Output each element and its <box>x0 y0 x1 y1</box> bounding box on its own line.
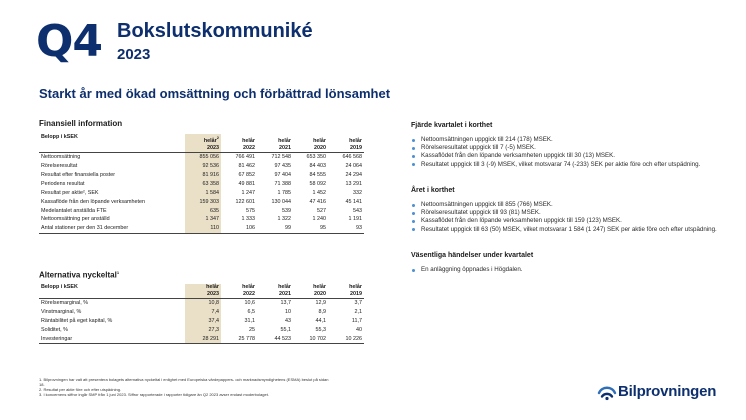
table-cell: 159 303 <box>185 197 221 206</box>
table-row <box>39 197 364 206</box>
column-header <box>185 284 221 299</box>
column-top: helår <box>278 284 291 290</box>
row-label: Antal stationer per den 31 december <box>39 224 185 233</box>
list-item: Resultatet uppgick till 3 (-9) MSEK, vilket motsvarar 74 (-233) SEK per aktie före och efter utspädning. <box>411 161 731 169</box>
table-cell: 10 <box>285 309 291 316</box>
row-label: Soliditet, % <box>41 327 68 334</box>
table-cell: 97 404 <box>274 172 291 179</box>
financial-table <box>39 134 364 234</box>
logo-text: Bilprovningen <box>618 382 717 400</box>
table-cell: 332 <box>353 189 362 196</box>
column-header <box>185 134 221 152</box>
table-cell: 543 <box>353 207 362 214</box>
column-top: helår <box>349 284 362 290</box>
table-cell: 24 064 <box>345 163 362 170</box>
quarter-summary-heading: Fjärde kvartalet i korthet <box>411 122 493 129</box>
year-summary-heading: Året i korthet <box>411 187 455 194</box>
table-cell: 81 462 <box>238 163 255 170</box>
row-label: Vinstmarginal, % <box>41 309 82 316</box>
table-row <box>39 299 364 308</box>
list-item: Kassaflödet från den löpande verksamheten uppgick till 159 (123) MSEK. <box>411 217 731 225</box>
table-cell: 122 601 <box>235 198 255 205</box>
table-cell: 99 <box>257 224 293 233</box>
column-top: helår <box>203 137 217 144</box>
table-cell: 45 141 <box>345 198 362 205</box>
table-cell: 92 536 <box>185 162 221 171</box>
row-label: Medelantalet anställda FTE <box>41 207 107 214</box>
row-label: Rörelseresultat <box>41 163 78 170</box>
row-label: Rörelsemarginal, % <box>39 299 185 308</box>
column-year: 2020 <box>314 144 326 151</box>
column-year: 2023 <box>207 291 219 297</box>
table-cell: 40 <box>356 327 362 334</box>
table-cell: 1 240 <box>312 216 326 223</box>
logo-mark-icon <box>596 381 618 401</box>
column-header <box>293 284 328 299</box>
table-cell: 106 <box>221 224 257 233</box>
column-year: 2023 <box>207 144 219 151</box>
column-header <box>257 284 293 299</box>
row-label: Periodens resultat <box>41 180 85 187</box>
bilprovningen-logo <box>596 380 716 402</box>
table-cell: 24 294 <box>345 172 362 179</box>
table-cell: 10 226 <box>328 335 364 344</box>
table-cell: 653 350 <box>293 152 328 161</box>
row-label: Resultat efter finansiella poster <box>41 172 116 179</box>
alt-kpi-title-sup: 1 <box>116 270 120 275</box>
table-header-row <box>39 134 364 152</box>
table-row <box>39 179 364 188</box>
table-cell: 1 322 <box>277 216 291 223</box>
table-cell: 44,1 <box>315 318 326 325</box>
column-label: Belopp i kSEK <box>41 284 78 290</box>
list-item: En anläggning öppnades i Högdalen. <box>411 266 731 274</box>
column-year: 2021 <box>279 291 291 297</box>
table-row <box>39 215 364 224</box>
table-row <box>39 162 364 171</box>
table-cell: 1 347 <box>185 215 221 224</box>
table-cell: 6,5 <box>247 309 255 316</box>
events-list <box>411 266 731 274</box>
document-title: Bokslutskommuniké <box>117 20 313 42</box>
table-cell: 28 291 <box>185 335 221 344</box>
financial-info-title: Finansiell information <box>39 119 123 128</box>
alt-kpi-table <box>39 284 364 344</box>
table-cell: 539 <box>282 207 291 214</box>
alt-kpi-title <box>39 270 119 280</box>
table-cell: 31,1 <box>244 318 255 325</box>
table-cell: 7,4 <box>185 308 221 317</box>
column-header <box>328 134 364 152</box>
row-label: Resultat per aktie², SEK <box>41 189 99 196</box>
alt-kpi-title-text: Alternativa nyckeltal <box>39 270 117 280</box>
table-row <box>39 308 364 317</box>
table-cell: 27,3 <box>185 326 221 335</box>
table-cell: 10,8 <box>185 299 221 308</box>
brand-q4: Q4 <box>36 16 103 67</box>
table-header-row <box>39 284 364 299</box>
list-item: Rörelseresultatet uppgick till 7 (-5) MSEK. <box>411 144 731 152</box>
footnotes <box>39 377 329 397</box>
table-cell: 12,9 <box>293 299 328 308</box>
column-year: 2021 <box>279 144 291 151</box>
column-top: helår <box>349 137 362 144</box>
footnote: 1. Bilprovningen har valt att presentera bolagets alternativa nyckeltal i enlighet med Europeiska värdepappers- och marknadsmyndighetens (ESMA) beslut på sidan 18. <box>39 377 329 387</box>
table-row <box>39 317 364 326</box>
table-cell: 55,3 <box>315 327 326 334</box>
column-year: 2022 <box>243 144 255 151</box>
table-cell: 25 778 <box>221 335 257 344</box>
table-cell: 1 584 <box>185 188 221 197</box>
table-cell: 1 247 <box>241 189 255 196</box>
table-cell: 13 291 <box>345 180 362 187</box>
table-cell: 646 568 <box>328 152 364 161</box>
column-year: 2022 <box>243 291 255 297</box>
table-cell: 81 916 <box>185 171 221 180</box>
table-cell: 67 852 <box>238 172 255 179</box>
table-cell: 3,7 <box>328 299 364 308</box>
table-cell: 10,6 <box>221 299 257 308</box>
row-label: Investeringar <box>39 335 185 344</box>
table-cell: 97 435 <box>274 163 291 170</box>
table-cell: 11,7 <box>351 318 362 325</box>
table-cell: 63 358 <box>185 179 221 188</box>
table-cell: 575 <box>246 207 255 214</box>
table-cell: 25 <box>249 327 255 334</box>
table-cell: 44 523 <box>257 335 293 344</box>
column-top: helår <box>242 137 255 144</box>
column-header <box>328 284 364 299</box>
table-cell: 8,9 <box>318 309 326 316</box>
headline: Starkt år med ökad omsättning och förbättrad lönsamhet <box>39 86 391 101</box>
table-cell: 58 092 <box>309 180 326 187</box>
column-top: helår <box>278 137 291 144</box>
table-cell: 635 <box>185 206 221 215</box>
footnote: 2. Resultat per aktie före och efter utspädning. <box>39 387 122 392</box>
table-cell: 13,7 <box>257 299 293 308</box>
column-top: helår <box>242 284 255 290</box>
list-item: Rörelseresultatet uppgick till 93 (81) MSEK. <box>411 209 731 217</box>
table-cell: 2,1 <box>354 309 362 316</box>
table-row <box>39 152 364 161</box>
column-header <box>293 134 328 152</box>
column-top: helår <box>206 284 219 290</box>
table-cell: 10 702 <box>293 335 328 344</box>
table-cell: 766 491 <box>221 152 257 161</box>
footnote: 3. I koncernens siffror ingår SMP från 1 juni 2023. Siffror rapporterade i rapporter tidigare än Q2 2023 avser endast moderbolaget. <box>39 392 269 397</box>
table-cell: 527 <box>317 207 326 214</box>
table-cell: 71 388 <box>274 180 291 187</box>
table-cell: 130 044 <box>271 198 291 205</box>
row-label: Nettoomsättning <box>39 152 185 161</box>
events-heading: Väsentliga händelser under kvartalet <box>411 252 534 259</box>
year-summary-list <box>411 201 731 234</box>
column-year: 2019 <box>350 291 362 297</box>
table-cell: 84 555 <box>309 172 326 179</box>
table-cell: 37,4 <box>185 317 221 326</box>
list-item: Resultatet uppgick till 63 (50) MSEK, vilket motsvarar 1 584 (1 247) SEK per aktie före och efter utspädning. <box>411 226 731 234</box>
table-cell: 47 416 <box>309 198 326 205</box>
table-row <box>39 171 364 180</box>
table-row <box>39 206 364 215</box>
table-row <box>39 326 364 335</box>
table-cell: 110 <box>185 224 221 233</box>
table-cell: 1 191 <box>348 216 362 223</box>
column-header <box>221 134 257 152</box>
table-cell: 55,1 <box>280 327 291 334</box>
row-label: Nettoomsättning per anställd <box>41 216 110 223</box>
table-cell: 712 548 <box>257 152 293 161</box>
list-item: Nettoomsättningen uppgick till 855 (766) MSEK. <box>411 201 731 209</box>
row-label: Räntabilitet på eget kapital, % <box>41 318 113 325</box>
list-item: Nettoomsättningen uppgick till 214 (178) MSEK. <box>411 136 731 144</box>
column-header <box>221 284 257 299</box>
column-top: helår <box>313 284 326 290</box>
table-cell: 93 <box>328 224 364 233</box>
table-cell: 1 452 <box>312 189 326 196</box>
table-cell: 1 333 <box>241 216 255 223</box>
list-item: Kassaflödet från den löpande verksamheten uppgick till 30 (13) MSEK. <box>411 152 731 160</box>
table-cell: 84 403 <box>309 163 326 170</box>
row-label: Kassaflöde från den löpande verksamheten <box>41 198 145 205</box>
document-year: 2023 <box>117 46 151 63</box>
column-year: 2019 <box>350 144 362 151</box>
table-row <box>39 335 364 344</box>
column-header <box>257 134 293 152</box>
table-cell: 855 056 <box>185 152 221 161</box>
column-label: Belopp i kSEK <box>41 134 78 140</box>
column-year: 2020 <box>314 291 326 297</box>
table-row <box>39 224 364 233</box>
table-row <box>39 188 364 197</box>
table-cell: 49 881 <box>238 180 255 187</box>
table-cell: 95 <box>293 224 328 233</box>
column-sup: 2 <box>216 135 219 140</box>
table-cell: 43 <box>285 318 291 325</box>
column-top: helår <box>313 137 326 144</box>
quarter-summary-list <box>411 136 731 169</box>
table-cell: 1 785 <box>277 189 291 196</box>
